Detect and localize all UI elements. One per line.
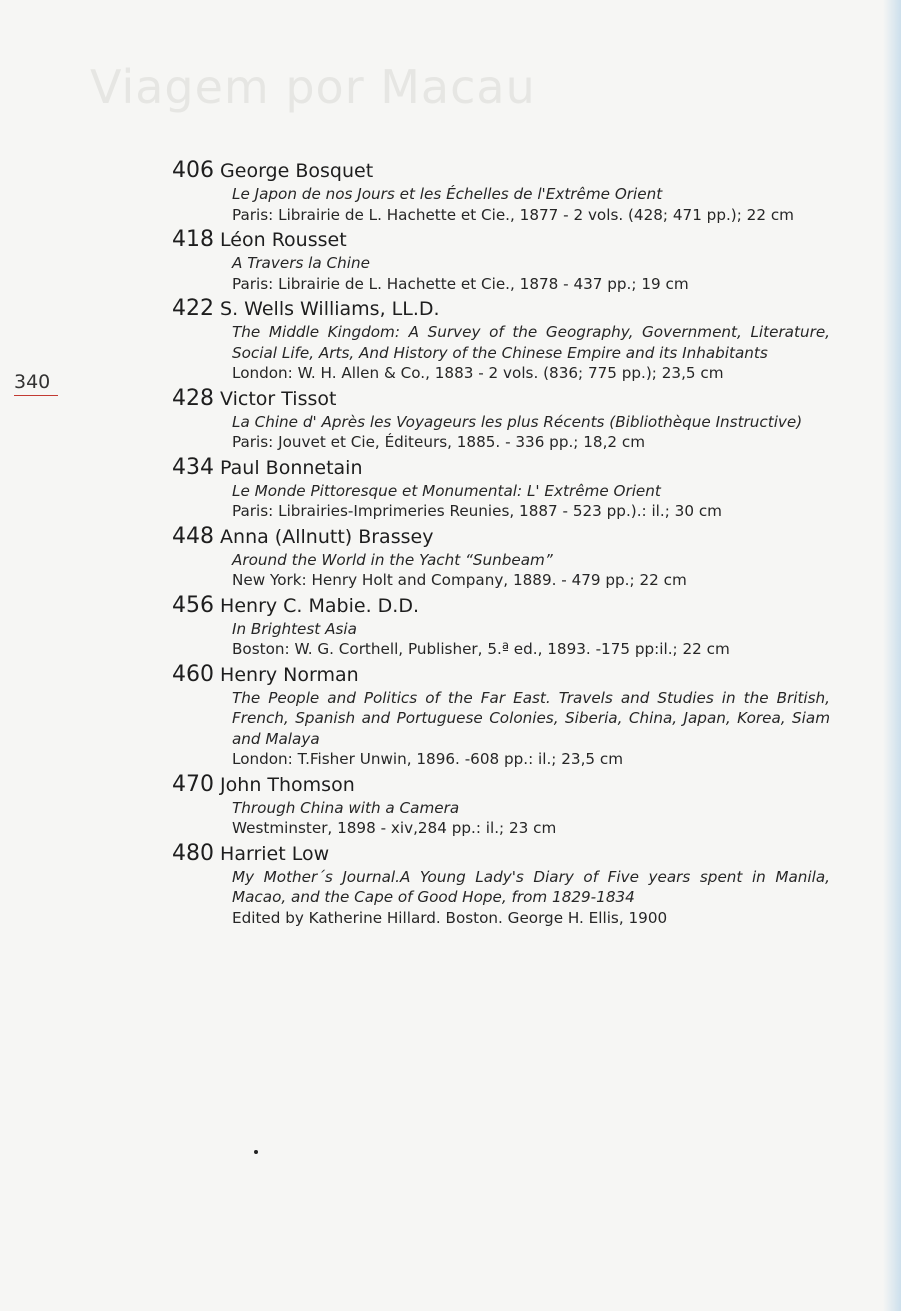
entry-body: [172, 798, 830, 839]
entry-title: Le Japon de nos Jours et les Échelles de l'Extrême Orient: [232, 185, 663, 203]
entry-header: [172, 772, 830, 798]
entry-number: 422: [172, 296, 214, 321]
entry-body: [172, 481, 830, 522]
entry-publication: Paris: Librairie de L. Hachette et Cie., 1878 - 437 pp.; 19 cm: [232, 274, 689, 293]
entry-body: [172, 619, 830, 660]
bibliography-entry: [172, 593, 830, 660]
entry-header: [172, 386, 830, 412]
entry-title: The People and Politics of the Far East. Travels and Studies in the British, French, Spanish and Portuguese Colonies, Siberia, China, Japan, Korea, Siam and Malaya: [232, 688, 830, 748]
entry-body: [172, 253, 830, 294]
entry-number: 406: [172, 158, 214, 183]
entry-title: La Chine d' Après les Voyageurs les plus Récents (Bibliothèque Instructive): [232, 412, 803, 431]
bibliography-entry: [172, 386, 830, 453]
entry-number: 434: [172, 454, 214, 480]
entry-header: [172, 296, 830, 322]
entry-header: [172, 158, 830, 184]
running-title: Viagem por Macau: [90, 60, 536, 114]
bibliography-entry: [172, 841, 830, 929]
entry-body: [172, 322, 830, 384]
page-edge-shadow: [883, 0, 901, 1311]
entry-number: 448: [172, 523, 214, 549]
page-number: 340: [14, 371, 58, 396]
entry-number: 418: [172, 227, 214, 252]
entry-title: A Travers la Chine: [232, 254, 370, 272]
entry-publication: London: T.Fisher Unwin, 1896. -608 pp.: il.; 23,5 cm: [232, 750, 624, 768]
entry-body: [172, 184, 830, 225]
entry-title: Around the World in the Yacht “Sunbeam”: [232, 550, 553, 569]
entry-author: Léon Rousset: [220, 229, 347, 251]
entry-number: 456: [172, 592, 214, 618]
entry-publication: London: W. H. Allen & Co., 1883 - 2 vols. (836; 775 pp.); 23,5 cm: [232, 364, 724, 382]
entry-title: In Brightest Asia: [232, 619, 357, 638]
entry-publication: Edited by Katherine Hillard. Boston. George H. Ellis, 1900: [232, 908, 668, 927]
entry-header: [172, 524, 830, 550]
entry-body: [172, 550, 830, 591]
entry-title: Through China with a Camera: [232, 798, 460, 817]
entry-number: 470: [172, 771, 214, 797]
entry-publication: New York: Henry Holt and Company, 1889. - 479 pp.; 22 cm: [232, 571, 687, 589]
entry-author: S. Wells Williams, LL.D.: [220, 298, 440, 320]
entry-number: 428: [172, 385, 214, 411]
entry-body: [172, 688, 830, 770]
bibliography-entry: [172, 524, 830, 591]
entry-author: Henry Norman: [220, 663, 359, 686]
entry-header: [172, 593, 830, 619]
bibliography-entry: [172, 455, 830, 522]
entry-author: Paul Bonnetain: [220, 456, 363, 479]
entry-publication: Paris: Jouvet et Cie, Éditeurs, 1885. - 336 pp.; 18,2 cm: [232, 433, 646, 451]
entry-header: [172, 455, 830, 481]
entry-author: John Thomson: [220, 773, 355, 796]
entry-author: Harriet Low: [220, 842, 330, 865]
entry-header: [172, 227, 830, 253]
entry-author: Anna (Allnutt) Brassey: [220, 525, 434, 548]
entry-title: My Mother´s Journal.A Young Lady's Diary of Five years spent in Manila, Macao, and the Cape of Good Hope, from 1829-1834: [232, 867, 830, 906]
bibliography-entry: [172, 227, 830, 294]
entry-body: [172, 412, 830, 453]
bibliography-entry: [172, 772, 830, 839]
bibliography-entry: [172, 158, 830, 225]
entry-header: [172, 662, 830, 688]
entry-title: Le Monde Pittoresque et Monumental: L' Extrême Orient: [232, 481, 661, 500]
ink-speck: [254, 1150, 258, 1154]
bibliography-list: [172, 158, 830, 930]
entry-author: George Bosquet: [220, 160, 374, 182]
entry-body: [172, 867, 830, 929]
entry-author: Victor Tissot: [220, 387, 337, 410]
entry-title: The Middle Kingdom: A Survey of the Geography, Government, Literature, Social Life, Arts, And History of the Chinese Empire and its Inhabitants: [232, 323, 830, 362]
entry-publication: Westminster, 1898 - xiv,284 pp.: il.; 23 cm: [232, 819, 557, 837]
entry-number: 460: [172, 661, 214, 687]
bibliography-entry: [172, 662, 830, 770]
bibliography-entry: [172, 296, 830, 384]
entry-number: 480: [172, 840, 214, 866]
entry-publication: Boston: W. G. Corthell, Publisher, 5.ª ed., 1893. -175 pp:il.; 22 cm: [232, 640, 730, 658]
entry-publication: Paris: Librairies-Imprimeries Reunies, 1887 - 523 pp.).: il.; 30 cm: [232, 502, 722, 520]
entry-header: [172, 841, 830, 867]
entry-publication: Paris: Librairie de L. Hachette et Cie., 1877 - 2 vols. (428; 471 pp.); 22 cm: [232, 205, 794, 224]
entry-author: Henry C. Mabie. D.D.: [220, 594, 419, 617]
